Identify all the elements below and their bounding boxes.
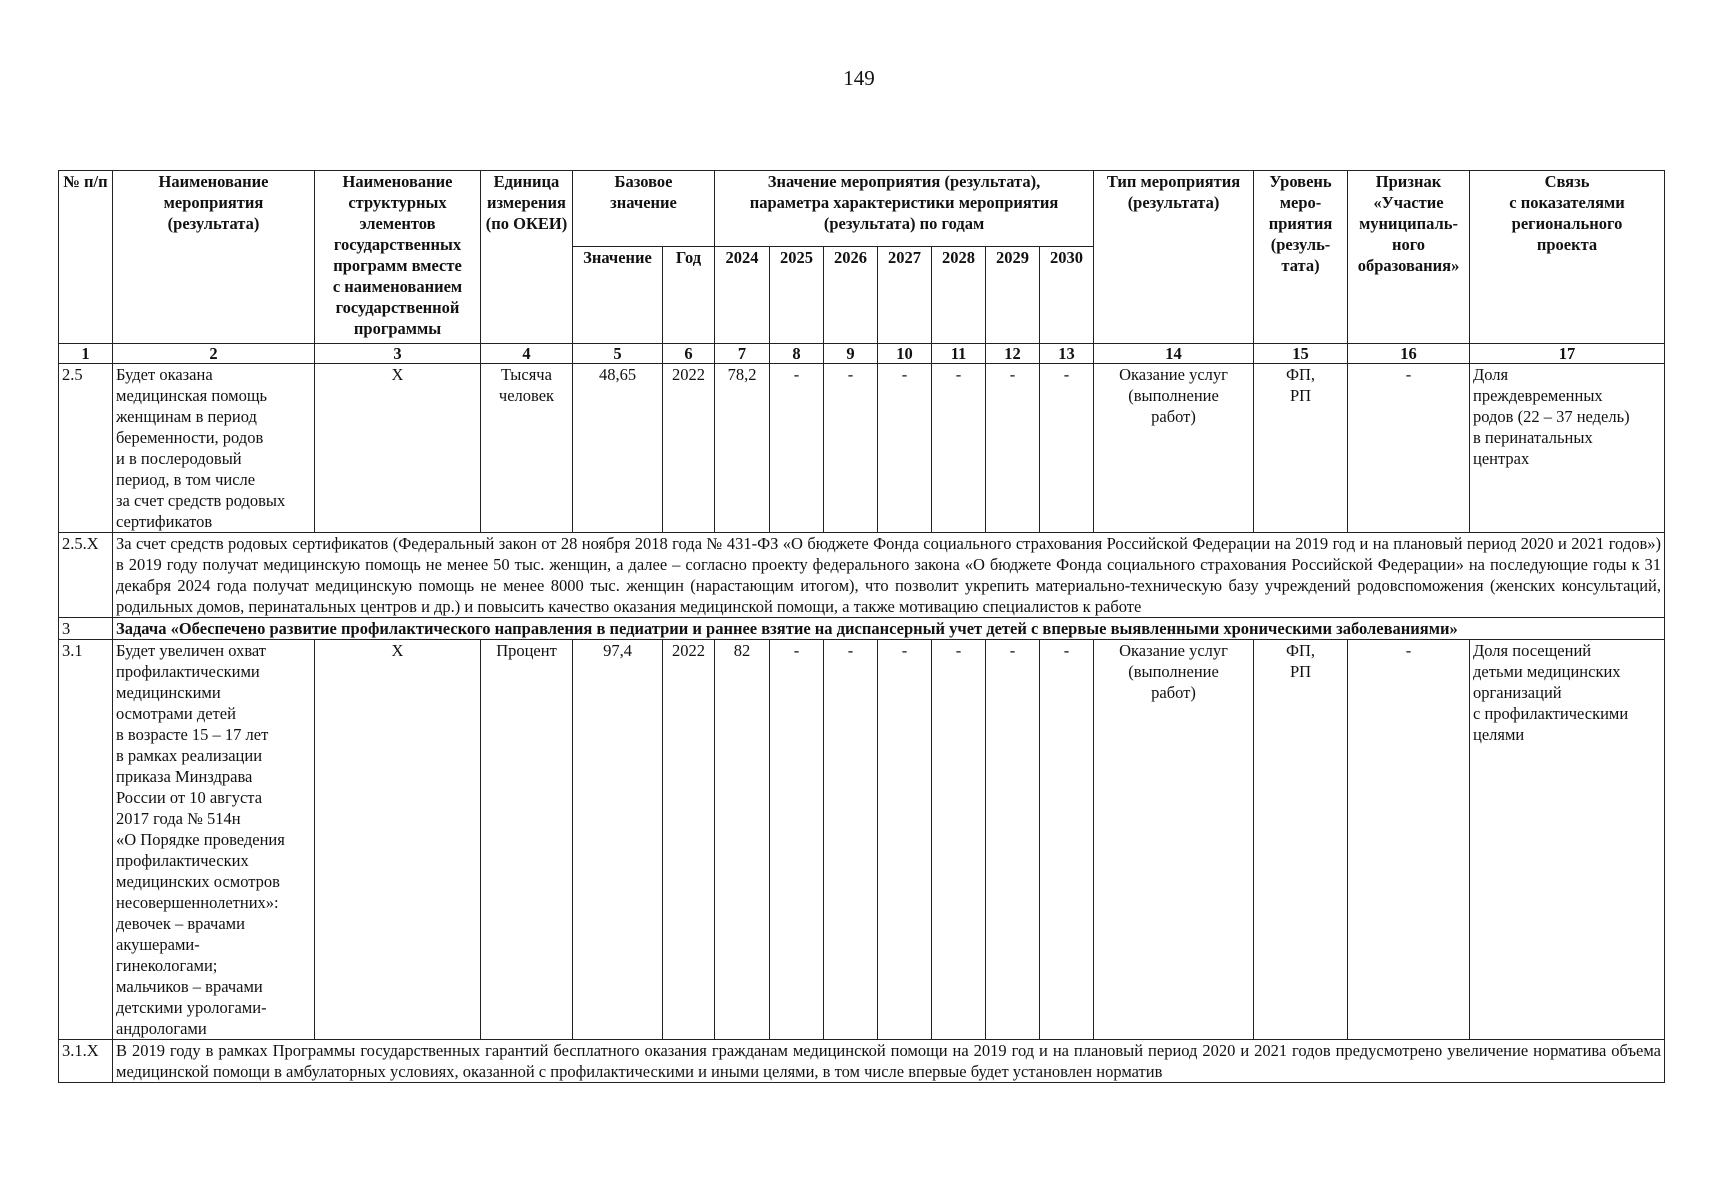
row-number: 2.5: [59, 364, 113, 533]
header-year-2030: 2030: [1040, 247, 1094, 344]
task-title: Задача «Обеспечено развитие профилактического направления в педиатрии и раннее взятие на диспансерный учет детей с впервые выявленными хроническими заболеваниями»: [113, 618, 1665, 640]
column-number: 11: [932, 344, 986, 364]
task-row: [59, 618, 1665, 640]
page-number: 149: [843, 66, 875, 90]
unit: Тысяча человек: [481, 364, 573, 533]
row-number: 3: [59, 618, 113, 640]
header-flag: Признак «Участие муниципаль- ного образования»: [1348, 171, 1470, 344]
value-2024: 78,2: [715, 364, 770, 533]
activity-type: Оказание услуг (выполнение работ): [1094, 364, 1254, 533]
header-level: Уровень меро- приятия (резуль- тата): [1254, 171, 1348, 344]
value-2029: -: [986, 364, 1040, 533]
value-2030: -: [1040, 364, 1094, 533]
header-year-2029: 2029: [986, 247, 1040, 344]
column-number: 17: [1470, 344, 1665, 364]
value-2024: 82: [715, 640, 770, 1040]
column-number: 8: [770, 344, 824, 364]
activity-name: Будет оказана медицинская помощь женщинам в период беременности, родов и в послеродовый период, в том числе за счет средств родовых сертификатов: [113, 364, 315, 533]
base-value: 48,65: [573, 364, 663, 533]
value-2026: -: [824, 364, 878, 533]
row-number: 2.5.X: [59, 533, 113, 618]
column-number: 16: [1348, 344, 1470, 364]
column-number: 12: [986, 344, 1040, 364]
municipal-flag: -: [1348, 364, 1470, 533]
value-2028: -: [932, 640, 986, 1040]
value-2030: -: [1040, 640, 1094, 1040]
activities-table: [58, 170, 1665, 1083]
row-number: 3.1.X: [59, 1040, 113, 1083]
value-2026: -: [824, 640, 878, 1040]
header-year-2027: 2027: [878, 247, 932, 344]
row-description: За счет средств родовых сертификатов (Федеральный закон от 28 ноября 2018 года № 431-ФЗ «О бюджете Фонда социального страхования Российской Федерации на 2019 год и на плановый период 2020 и 2021 годов») в 2019 году получат медицинскую помощь не менее 50 тыс. женщин, а далее – согласно проекту федерального закона «О бюджете Фонда социального страхования Российской Федерации» на последующие годы к 31 декабря 2024 года получат медицинскую помощь не менее 8000 тыс. женщин (нарастающим итогом), что позволит укрепить материально-техническую базу учреждений родовспоможения (женских консультаций, родильных домов, перинатальных центров и др.) и повысить качество оказания медицинской помощи, а также мотивацию специалистов к работе: [113, 533, 1665, 618]
column-number: 2: [113, 344, 315, 364]
header-year-2025: 2025: [770, 247, 824, 344]
activity-level: ФП, РП: [1254, 364, 1348, 533]
value-2027: -: [878, 640, 932, 1040]
header-year-2026: 2026: [824, 247, 878, 344]
value-2027: -: [878, 364, 932, 533]
column-number: 9: [824, 344, 878, 364]
activity-name: Будет увеличен охват профилактическими медицинскими осмотрами детей в возрасте 15 – 17 лет в рамках реализации приказа Минздрава России от 10 августа 2017 года № 514н «О Порядке проведения профилактических медицинских осмотров несовершеннолетних»: девочек – врачами акушерами- гинекологами; мальчиков – врачами детскими урологами- андрологами: [113, 640, 315, 1040]
header-year-2028: 2028: [932, 247, 986, 344]
header-base: Базовое значение: [573, 171, 715, 247]
table-row: [59, 1040, 1665, 1083]
unit: Процент: [481, 640, 573, 1040]
column-number: 7: [715, 344, 770, 364]
header-name: Наименование мероприятия (результата): [113, 171, 315, 344]
header-type: Тип мероприятия (результата): [1094, 171, 1254, 344]
row-description: В 2019 году в рамках Программы государственных гарантий бесплатного оказания гражданам медицинской помощи на 2019 год и на плановый период 2020 и 2021 годов предусмотрено увеличение норматива объема медицинской помощи в амбулаторных условиях, оказанной с профилактическими и иными целями, в том числе впервые будет установлен норматив: [113, 1040, 1665, 1083]
table-row: [59, 640, 1665, 1040]
base-year: 2022: [663, 364, 715, 533]
header-num: № п/п: [59, 171, 113, 344]
value-2025: -: [770, 364, 824, 533]
header-struct: Наименование структурных элементов государственных программ вместе с наименованием государственной программы: [315, 171, 481, 344]
activity-type: Оказание услуг (выполнение работ): [1094, 640, 1254, 1040]
header-link: Связь с показателями регионального проекта: [1470, 171, 1665, 344]
table-row: [59, 364, 1665, 533]
base-value: 97,4: [573, 640, 663, 1040]
header-year-2024: 2024: [715, 247, 770, 344]
table-row: [59, 533, 1665, 618]
value-2029: -: [986, 640, 1040, 1040]
activity-level: ФП, РП: [1254, 640, 1348, 1040]
column-number: 5: [573, 344, 663, 364]
column-number: 14: [1094, 344, 1254, 364]
indicator-link: Доля преждевременных родов (22 – 37 недель) в перинатальных центрах: [1470, 364, 1665, 533]
header-unit: Единица измерения (по ОКЕИ): [481, 171, 573, 344]
indicator-link: Доля посещений детьми медицинских организаций с профилактическими целями: [1470, 640, 1665, 1040]
column-number: 4: [481, 344, 573, 364]
column-number: 10: [878, 344, 932, 364]
structural-element: X: [315, 364, 481, 533]
column-numbers-row: [59, 344, 1665, 364]
header-base-year: Год: [663, 247, 715, 344]
column-number: 3: [315, 344, 481, 364]
municipal-flag: -: [1348, 640, 1470, 1040]
value-2028: -: [932, 364, 986, 533]
row-number: 3.1: [59, 640, 113, 1040]
header-years-group: Значение мероприятия (результата), параметра характеристики мероприятия (результата) по годам: [715, 171, 1094, 247]
column-number: 13: [1040, 344, 1094, 364]
base-year: 2022: [663, 640, 715, 1040]
structural-element: X: [315, 640, 481, 1040]
column-number: 1: [59, 344, 113, 364]
column-number: 15: [1254, 344, 1348, 364]
header-base-value: Значение: [573, 247, 663, 344]
column-number: 6: [663, 344, 715, 364]
value-2025: -: [770, 640, 824, 1040]
header-row-1: [59, 171, 1665, 247]
